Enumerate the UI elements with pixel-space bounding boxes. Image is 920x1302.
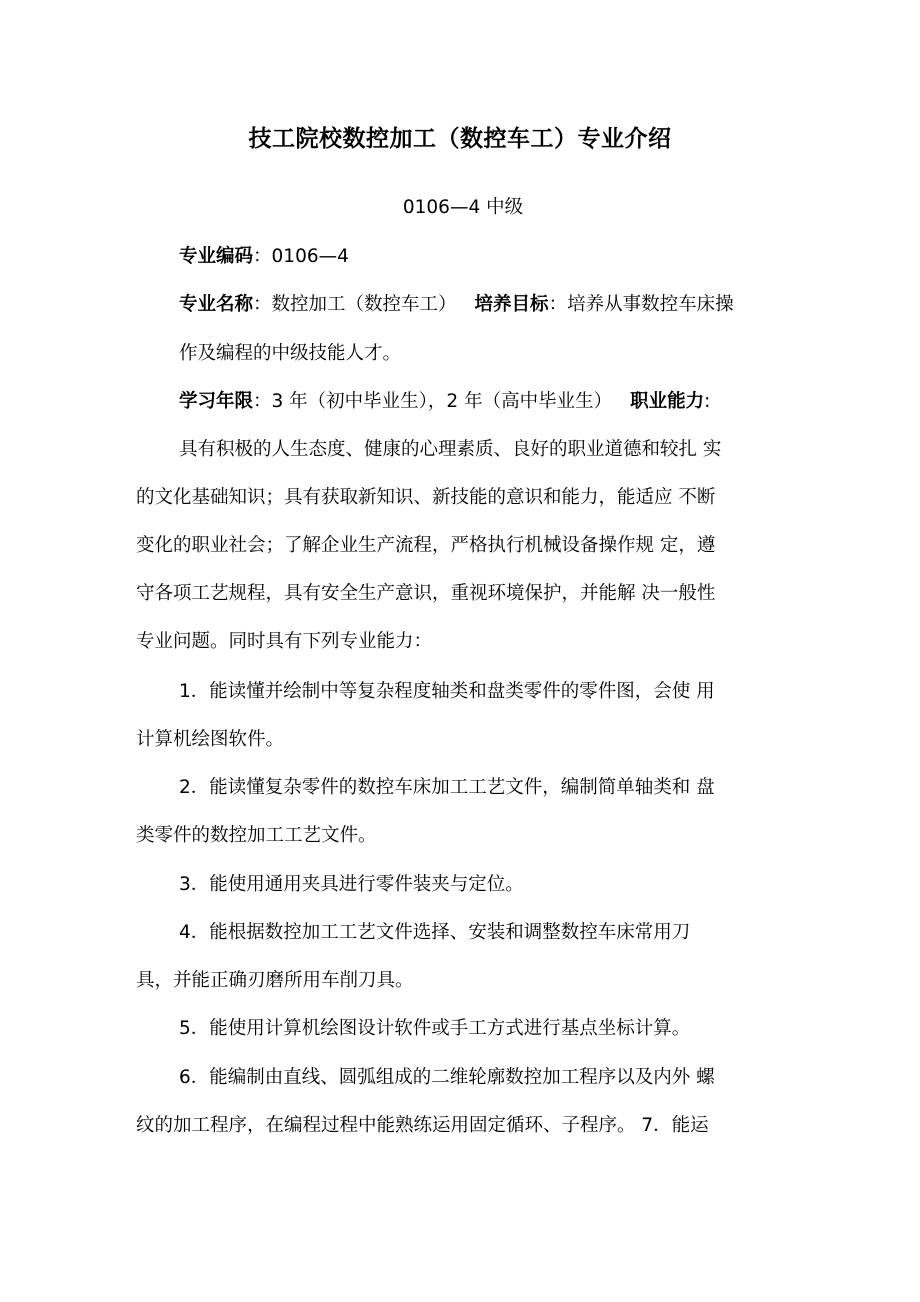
major-code-label: 专业编码 (179, 246, 254, 267)
ability-item-4-line: 具，并能正确刃磨所用车削刀具。 (136, 970, 414, 991)
abilities-intro-line: 的文化基础知识；具有获取新知识、新技能的意识和能力，能适应 不断 (136, 487, 716, 508)
vocational-ability-label: 职业能力 (630, 391, 705, 412)
ability-item-6-line: 纹的加工程序，在编程过程中能熟练运用固定循环、子程序。 7．能运 (136, 1115, 709, 1136)
study-duration-value: 3 年（初中毕业生），2 年（高中毕业生） (271, 391, 613, 412)
ability-item-1-line: 计算机绘图软件。 (136, 729, 285, 750)
major-code-value: 0106—4 (271, 246, 349, 267)
major-name-colon: ： (253, 294, 272, 315)
training-goal-value: 培养从事数控车床操 (567, 294, 734, 315)
vocational-ability-colon: : (704, 391, 711, 412)
abilities-intro-line: 具有积极的人生态度、健康的心理素质、良好的职业道德和较扎 实 (179, 439, 722, 460)
ability-item-1-line: 1．能读懂并绘制中等复杂程度轴类和盘类零件的零件图，会使 用 (179, 681, 715, 702)
abilities-intro-line: 变化的职业社会；了解企业生产流程，严格执行机械设备操作规 定，遵 (136, 535, 716, 556)
major-name-value: 数控加工（数控车工） (271, 294, 457, 315)
ability-item-6-line: 6．能编制由直线、圆弧组成的二维轮廓数控加工程序以及内外 螺 (179, 1067, 715, 1088)
abilities-intro-line: 守各项工艺规程，具有安全生产意识，重视环境保护，并能解 决一般性 (136, 583, 716, 604)
abilities-intro-line: 专业问题。同时具有下列专业能力： (136, 631, 433, 652)
ability-item-2-line: 2．能读懂复杂零件的数控车床加工工艺文件，编制简单轴类和 盘 (179, 777, 715, 798)
study-duration-line (179, 387, 710, 417)
ability-item-2-line: 类零件的数控加工工艺文件。 (136, 825, 377, 846)
major-name-line (179, 290, 734, 320)
major-code-line (179, 242, 349, 272)
study-duration-colon: ： (253, 391, 272, 412)
page-title: 技工院校数控加工（数控车工）专业介绍 (248, 126, 672, 152)
major-code-colon: ： (253, 246, 272, 267)
training-goal-label: 培养目标 (474, 294, 549, 315)
study-duration-label: 学习年限 (179, 391, 254, 412)
training-goal-continuation: 作及编程的中级技能人才。 (179, 343, 402, 364)
major-name-label: 专业名称 (179, 294, 254, 315)
training-goal-colon: ： (548, 294, 568, 315)
ability-item-5-line: 5．能使用计算机绘图设计软件或手工方式进行基点坐标计算。 (179, 1018, 691, 1039)
major-level-subtitle: 0106—4 中级 (402, 197, 524, 218)
ability-item-3-line: 3．能使用通用夹具进行零件装夹与定位。 (179, 874, 524, 895)
ability-item-4-line: 4．能根据数控加工工艺文件选择、安装和调整数控车床常用刀 (179, 922, 691, 943)
